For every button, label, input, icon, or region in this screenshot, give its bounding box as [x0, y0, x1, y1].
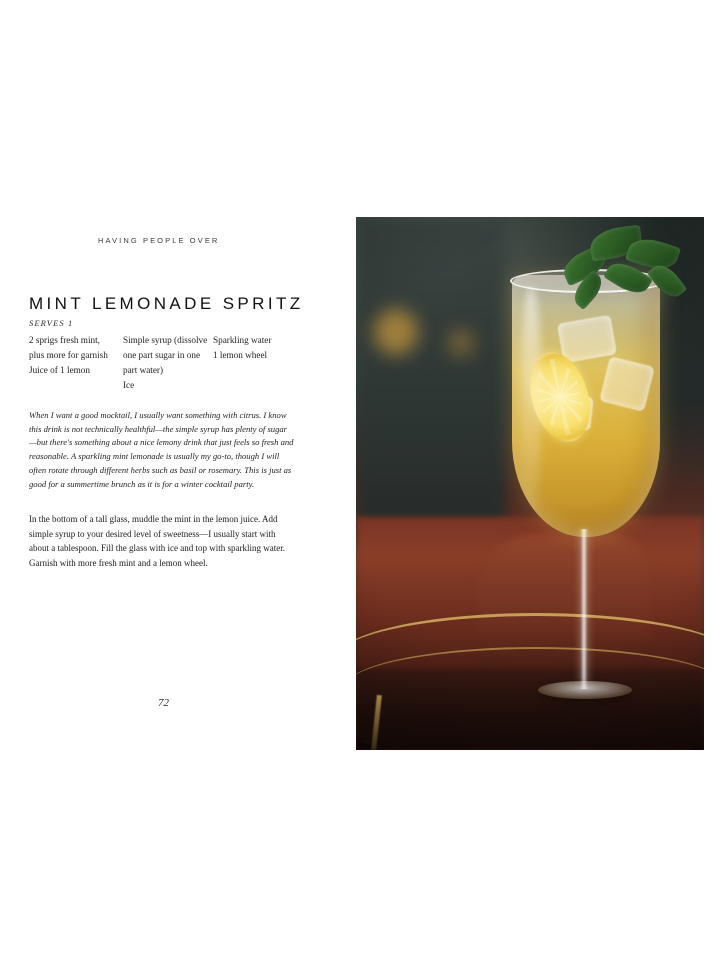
running-head: HAVING PEOPLE OVER: [98, 236, 220, 245]
cocktail-glass: [498, 257, 673, 727]
bokeh-light: [448, 329, 474, 357]
ingredient-item: Simple syrup (dissolve: [123, 335, 208, 345]
glass-stem: [580, 529, 588, 689]
glass-bowl: [512, 275, 660, 537]
recipe-headnote: When I want a good mocktail, I usually want something with citrus. I know this drink is not technically healthful—the simple syrup has plenty of sugar—but there's something about a nice lemony drink that just feels so fresh and reasonable. A sparkling mint lemonade is usually my go-to, though I will often rotate through different herbs such as basil or rosemary. This is just as good for a summertime brunch as it is for a winter cocktail party.: [29, 409, 294, 490]
photo-background: [356, 217, 704, 750]
ingredient-item: Ice: [123, 380, 135, 391]
recipe-photo: [356, 217, 704, 750]
ingredient-item: part water): [123, 365, 164, 376]
ingredient-column: [29, 334, 123, 394]
lemon-wheel: [520, 345, 599, 449]
ingredients-list: [29, 334, 319, 394]
mint-garnish: [556, 222, 686, 312]
recipe-method: In the bottom of a tall glass, muddle the mint in the lemon juice. Add simple syrup to your desired level of sweetness—I usually start with about a tablespoon. Fill the glass with ice and top with sparkling water. Garnish with more fresh mint and a lemon wheel.: [29, 514, 285, 568]
bokeh-light: [374, 309, 418, 355]
wall-panel: [356, 217, 506, 547]
ingredient-column: [213, 334, 313, 394]
ingredient-item: 1 lemon wheel: [213, 350, 268, 361]
ingredient-item: one part sugar in one: [123, 350, 201, 361]
ingredient-item: Sparkling water: [213, 335, 272, 345]
recipe-text-page: [0, 0, 356, 960]
glass-foot: [538, 681, 632, 699]
ingredient-item: plus more for garnish: [29, 350, 108, 361]
ice-cube: [599, 356, 655, 412]
page-number: 72: [158, 697, 169, 709]
ingredient-item: Juice of 1 lemon: [29, 365, 90, 376]
serves-label: SERVES 1: [29, 318, 74, 328]
page-title: MINT LEMONADE SPRITZ: [29, 294, 304, 314]
ingredient-column: [123, 334, 213, 394]
ingredient-item: 2 sprigs fresh mint,: [29, 335, 100, 345]
